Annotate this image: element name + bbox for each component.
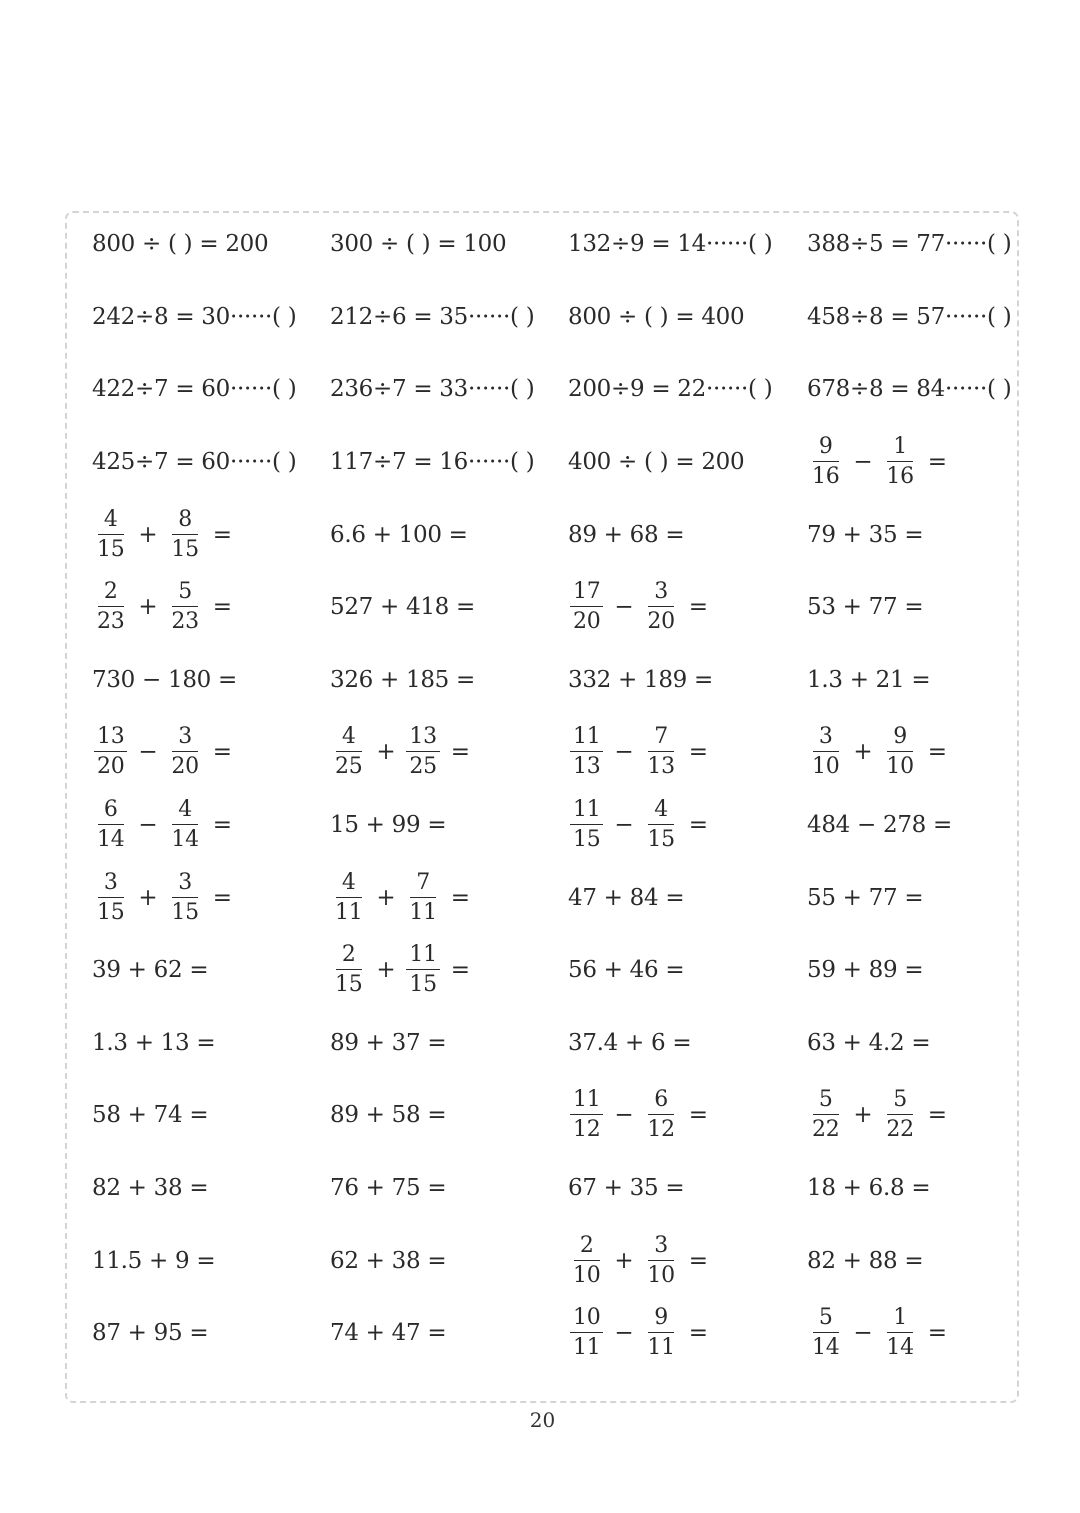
numerator: 3 bbox=[813, 726, 839, 752]
operator: + bbox=[614, 1247, 634, 1274]
fraction bbox=[883, 1307, 916, 1359]
equals-sign: = bbox=[927, 1320, 947, 1347]
numerator: 1 bbox=[887, 436, 913, 462]
problem bbox=[807, 353, 1011, 426]
denominator: 15 bbox=[171, 536, 199, 562]
denominator: 16 bbox=[812, 464, 840, 490]
denominator: 15 bbox=[647, 827, 675, 853]
problem-text: 74 + 47 = bbox=[330, 1320, 447, 1347]
problem-row bbox=[92, 353, 1052, 426]
operator: − bbox=[614, 739, 634, 766]
equals-sign: = bbox=[927, 739, 947, 766]
numerator: 17 bbox=[570, 581, 603, 607]
operator: − bbox=[138, 739, 158, 766]
fraction-problem bbox=[568, 789, 708, 862]
problem bbox=[92, 1224, 215, 1297]
problem bbox=[807, 281, 1011, 354]
equals-sign: = bbox=[927, 449, 947, 476]
problem bbox=[92, 1152, 208, 1225]
denominator: 16 bbox=[886, 464, 914, 490]
numerator: 13 bbox=[94, 726, 127, 752]
problem bbox=[330, 571, 475, 644]
problem-row bbox=[92, 571, 1052, 644]
numerator: 2 bbox=[98, 581, 124, 607]
problem-row bbox=[92, 426, 1052, 499]
fraction-problem bbox=[568, 1224, 708, 1297]
fraction bbox=[94, 799, 127, 851]
problem bbox=[568, 426, 744, 499]
denominator: 12 bbox=[647, 1117, 675, 1143]
equals-sign: = bbox=[688, 594, 708, 621]
page-number: 20 bbox=[529, 1408, 556, 1432]
problem bbox=[568, 1152, 684, 1225]
problem-text: 82 + 38 = bbox=[92, 1175, 209, 1202]
problem-text: 400 ÷ ( ) = 200 bbox=[568, 449, 745, 476]
operator: − bbox=[853, 449, 873, 476]
fraction-problem bbox=[807, 1297, 947, 1370]
denominator: 10 bbox=[647, 1262, 675, 1288]
fraction-problem bbox=[568, 716, 708, 789]
fraction bbox=[883, 726, 916, 778]
numerator: 4 bbox=[648, 799, 674, 825]
operator: + bbox=[138, 521, 158, 548]
problem-row bbox=[92, 716, 1052, 789]
fraction-problem bbox=[807, 716, 947, 789]
problem bbox=[92, 1007, 215, 1080]
operator: + bbox=[376, 884, 396, 911]
denominator: 25 bbox=[335, 754, 363, 780]
fraction bbox=[809, 1307, 842, 1359]
fraction bbox=[570, 1232, 603, 1288]
problem-text: 236÷7 = 33······( ) bbox=[330, 376, 535, 403]
operator: − bbox=[853, 1320, 873, 1347]
problem-text: 39 + 62 = bbox=[92, 957, 209, 984]
problem-text: 89 + 58 = bbox=[330, 1102, 447, 1129]
problem-text: 422÷7 = 60······( ) bbox=[92, 376, 297, 403]
numerator: 3 bbox=[98, 872, 124, 898]
problem bbox=[330, 281, 534, 354]
problem-row bbox=[92, 498, 1052, 571]
fraction-problem bbox=[330, 716, 470, 789]
operator: − bbox=[614, 1320, 634, 1347]
numerator: 3 bbox=[172, 726, 198, 752]
numerator: 13 bbox=[406, 726, 439, 752]
fraction bbox=[168, 799, 201, 851]
problem bbox=[92, 208, 268, 281]
problem-row bbox=[92, 1297, 1052, 1370]
denominator: 10 bbox=[573, 1262, 601, 1288]
fraction bbox=[94, 869, 127, 925]
fraction-problem bbox=[92, 861, 232, 934]
fraction bbox=[809, 1089, 842, 1141]
problem-text: 527 + 418 = bbox=[330, 594, 475, 621]
problem-row bbox=[92, 934, 1052, 1007]
denominator: 15 bbox=[171, 899, 199, 925]
problem bbox=[92, 1297, 208, 1370]
fraction bbox=[570, 1307, 603, 1359]
problem bbox=[568, 644, 713, 717]
numerator: 6 bbox=[98, 799, 124, 825]
equals-sign: = bbox=[212, 521, 232, 548]
problem-text: 55 + 77 = bbox=[807, 884, 924, 911]
problem-row bbox=[92, 1152, 1052, 1225]
denominator: 20 bbox=[647, 609, 675, 635]
denominator: 15 bbox=[409, 972, 437, 998]
fraction bbox=[168, 581, 201, 633]
fraction bbox=[644, 581, 677, 633]
fraction bbox=[168, 506, 201, 562]
numerator: 2 bbox=[574, 1235, 600, 1261]
equals-sign: = bbox=[688, 1320, 708, 1347]
problem-row bbox=[92, 861, 1052, 934]
problem-text: 67 + 35 = bbox=[568, 1175, 685, 1202]
problem bbox=[330, 789, 446, 862]
problem-text: 300 ÷ ( ) = 100 bbox=[330, 231, 507, 258]
problem-text: 388÷5 = 77······( ) bbox=[807, 231, 1012, 258]
fraction-problem bbox=[568, 1297, 708, 1370]
denominator: 22 bbox=[886, 1117, 914, 1143]
problem-text: 87 + 95 = bbox=[92, 1320, 209, 1347]
problem-row bbox=[92, 644, 1052, 717]
numerator: 4 bbox=[98, 509, 124, 535]
problem bbox=[330, 426, 534, 499]
equals-sign: = bbox=[212, 739, 232, 766]
problem bbox=[807, 498, 923, 571]
fraction bbox=[94, 726, 127, 778]
problem-text: 56 + 46 = bbox=[568, 957, 685, 984]
fraction bbox=[644, 1232, 677, 1288]
denominator: 11 bbox=[409, 899, 437, 925]
operator: − bbox=[614, 1102, 634, 1129]
numerator: 6 bbox=[648, 1089, 674, 1115]
problem bbox=[92, 644, 237, 717]
problem-text: 47 + 84 = bbox=[568, 884, 685, 911]
denominator: 13 bbox=[573, 754, 601, 780]
fraction-problem bbox=[92, 571, 232, 644]
problem-text: 200÷9 = 22······( ) bbox=[568, 376, 773, 403]
problem-text: 89 + 68 = bbox=[568, 521, 685, 548]
problem-row bbox=[92, 1079, 1052, 1152]
denominator: 11 bbox=[335, 899, 363, 925]
problem bbox=[92, 353, 296, 426]
problem bbox=[568, 861, 684, 934]
problem bbox=[92, 426, 296, 499]
fraction bbox=[168, 869, 201, 925]
problem bbox=[92, 281, 296, 354]
numerator: 11 bbox=[570, 1089, 603, 1115]
fraction bbox=[406, 944, 439, 996]
denominator: 14 bbox=[97, 827, 125, 853]
fraction bbox=[809, 436, 842, 488]
problem-text: 458÷8 = 57······( ) bbox=[807, 303, 1012, 330]
problem bbox=[330, 498, 468, 571]
denominator: 23 bbox=[171, 609, 199, 635]
problem-text: 37.4 + 6 = bbox=[568, 1029, 692, 1056]
problem bbox=[330, 208, 506, 281]
problem bbox=[568, 1007, 691, 1080]
denominator: 20 bbox=[573, 609, 601, 635]
operator: − bbox=[138, 812, 158, 839]
denominator: 20 bbox=[171, 754, 199, 780]
problem bbox=[568, 498, 684, 571]
problem bbox=[330, 1297, 446, 1370]
fraction bbox=[644, 1307, 677, 1359]
denominator: 12 bbox=[573, 1117, 601, 1143]
problem-text: 800 ÷ ( ) = 400 bbox=[568, 303, 745, 330]
problem bbox=[330, 1224, 446, 1297]
operator: − bbox=[614, 812, 634, 839]
problem-row bbox=[92, 1007, 1052, 1080]
problem-text: 212÷6 = 35······( ) bbox=[330, 303, 535, 330]
problem bbox=[568, 353, 772, 426]
fraction-problem bbox=[568, 571, 708, 644]
numerator: 11 bbox=[570, 799, 603, 825]
denominator: 11 bbox=[573, 1335, 601, 1361]
denominator: 14 bbox=[886, 1335, 914, 1361]
problem bbox=[568, 208, 772, 281]
numerator: 3 bbox=[172, 872, 198, 898]
problem bbox=[568, 281, 744, 354]
fraction bbox=[570, 726, 603, 778]
equals-sign: = bbox=[688, 812, 708, 839]
denominator: 11 bbox=[647, 1335, 675, 1361]
numerator: 5 bbox=[813, 1307, 839, 1333]
problem bbox=[807, 861, 923, 934]
equals-sign: = bbox=[688, 1102, 708, 1129]
problem-row bbox=[92, 789, 1052, 862]
problem-text: 62 + 38 = bbox=[330, 1247, 447, 1274]
fraction bbox=[644, 1089, 677, 1141]
problem bbox=[807, 1224, 923, 1297]
problem bbox=[92, 934, 208, 1007]
numerator: 7 bbox=[648, 726, 674, 752]
problem-text: 132÷9 = 14······( ) bbox=[568, 231, 773, 258]
fraction bbox=[883, 436, 916, 488]
denominator: 10 bbox=[886, 754, 914, 780]
equals-sign: = bbox=[450, 884, 470, 911]
numerator: 2 bbox=[336, 944, 362, 970]
operator: + bbox=[376, 957, 396, 984]
problem-row bbox=[92, 208, 1052, 281]
problem bbox=[807, 571, 923, 644]
numerator: 5 bbox=[172, 581, 198, 607]
problem bbox=[330, 1079, 446, 1152]
problem-text: 79 + 35 = bbox=[807, 521, 924, 548]
fraction-problem bbox=[92, 498, 232, 571]
problem bbox=[568, 934, 684, 1007]
equals-sign: = bbox=[450, 739, 470, 766]
numerator: 9 bbox=[648, 1307, 674, 1333]
problem-text: 730 − 180 = bbox=[92, 666, 237, 693]
fraction bbox=[94, 581, 127, 633]
fraction bbox=[883, 1089, 916, 1141]
numerator: 7 bbox=[410, 872, 436, 898]
equals-sign: = bbox=[212, 884, 232, 911]
problem-text: 425÷7 = 60······( ) bbox=[92, 449, 297, 476]
equals-sign: = bbox=[450, 957, 470, 984]
problem bbox=[807, 1152, 930, 1225]
problem-text: 82 + 88 = bbox=[807, 1247, 924, 1274]
equals-sign: = bbox=[212, 594, 232, 621]
problem-text: 59 + 89 = bbox=[807, 957, 924, 984]
numerator: 10 bbox=[570, 1307, 603, 1333]
numerator: 3 bbox=[648, 1235, 674, 1261]
fraction-problem bbox=[807, 426, 947, 499]
problem-text: 89 + 37 = bbox=[330, 1029, 447, 1056]
problem bbox=[807, 789, 952, 862]
problem-text: 18 + 6.8 = bbox=[807, 1175, 931, 1202]
fraction-problem bbox=[330, 861, 470, 934]
problem bbox=[330, 353, 534, 426]
fraction bbox=[406, 726, 439, 778]
denominator: 23 bbox=[97, 609, 125, 635]
operator: + bbox=[138, 594, 158, 621]
problem-text: 1.3 + 21 = bbox=[807, 666, 931, 693]
problem bbox=[330, 1152, 446, 1225]
denominator: 14 bbox=[812, 1335, 840, 1361]
fraction bbox=[168, 726, 201, 778]
fraction-problem bbox=[568, 1079, 708, 1152]
problem bbox=[330, 644, 475, 717]
denominator: 22 bbox=[812, 1117, 840, 1143]
operator: + bbox=[853, 1102, 873, 1129]
numerator: 5 bbox=[887, 1089, 913, 1115]
problem bbox=[807, 208, 1011, 281]
problem-text: 15 + 99 = bbox=[330, 812, 447, 839]
denominator: 15 bbox=[573, 827, 601, 853]
denominator: 15 bbox=[97, 536, 125, 562]
fraction bbox=[809, 726, 842, 778]
fraction-problem bbox=[807, 1079, 947, 1152]
numerator: 4 bbox=[172, 799, 198, 825]
problem bbox=[807, 644, 930, 717]
problem-text: 800 ÷ ( ) = 200 bbox=[92, 231, 269, 258]
operator: + bbox=[138, 884, 158, 911]
numerator: 4 bbox=[336, 872, 362, 898]
operator: − bbox=[614, 594, 634, 621]
problem-text: 76 + 75 = bbox=[330, 1175, 447, 1202]
numerator: 1 bbox=[887, 1307, 913, 1333]
problem-text: 326 + 185 = bbox=[330, 666, 475, 693]
problem-text: 63 + 4.2 = bbox=[807, 1029, 931, 1056]
fraction-problem bbox=[92, 716, 232, 789]
denominator: 10 bbox=[812, 754, 840, 780]
problem-row bbox=[92, 1224, 1052, 1297]
numerator: 3 bbox=[648, 581, 674, 607]
operator: + bbox=[853, 739, 873, 766]
problem-text: 1.3 + 13 = bbox=[92, 1029, 216, 1056]
fraction bbox=[332, 944, 365, 996]
equals-sign: = bbox=[688, 1247, 708, 1274]
denominator: 25 bbox=[409, 754, 437, 780]
problem bbox=[330, 1007, 446, 1080]
fraction bbox=[644, 726, 677, 778]
problem bbox=[807, 934, 923, 1007]
problem-text: 53 + 77 = bbox=[807, 594, 924, 621]
denominator: 14 bbox=[171, 827, 199, 853]
numerator: 9 bbox=[887, 726, 913, 752]
equals-sign: = bbox=[688, 739, 708, 766]
fraction bbox=[332, 869, 365, 925]
problem-text: 11.5 + 9 = bbox=[92, 1247, 216, 1274]
equals-sign: = bbox=[212, 812, 232, 839]
fraction bbox=[644, 799, 677, 851]
problem-text: 117÷7 = 16······( ) bbox=[330, 449, 535, 476]
fraction bbox=[406, 869, 439, 925]
fraction-problem bbox=[92, 789, 232, 862]
problem-text: 678÷8 = 84······( ) bbox=[807, 376, 1012, 403]
problem bbox=[92, 1079, 208, 1152]
problem-text: 242÷8 = 30······( ) bbox=[92, 303, 297, 330]
numerator: 11 bbox=[570, 726, 603, 752]
problem-text: 6.6 + 100 = bbox=[330, 521, 468, 548]
numerator: 5 bbox=[813, 1089, 839, 1115]
problem-text: 58 + 74 = bbox=[92, 1102, 209, 1129]
numerator: 8 bbox=[172, 509, 198, 535]
problem-row bbox=[92, 281, 1052, 354]
fraction bbox=[332, 726, 365, 778]
denominator: 15 bbox=[335, 972, 363, 998]
problem-text: 484 − 278 = bbox=[807, 812, 952, 839]
denominator: 13 bbox=[647, 754, 675, 780]
denominator: 15 bbox=[97, 899, 125, 925]
equals-sign: = bbox=[927, 1102, 947, 1129]
fraction bbox=[570, 581, 603, 633]
numerator: 11 bbox=[406, 944, 439, 970]
fraction bbox=[94, 506, 127, 562]
denominator: 20 bbox=[97, 754, 125, 780]
fraction-problem bbox=[330, 934, 470, 1007]
problem bbox=[807, 1007, 930, 1080]
numerator: 9 bbox=[813, 436, 839, 462]
problem-grid bbox=[92, 208, 1052, 1370]
numerator: 4 bbox=[336, 726, 362, 752]
fraction bbox=[570, 799, 603, 851]
fraction bbox=[570, 1089, 603, 1141]
problem-text: 332 + 189 = bbox=[568, 666, 713, 693]
operator: + bbox=[376, 739, 396, 766]
